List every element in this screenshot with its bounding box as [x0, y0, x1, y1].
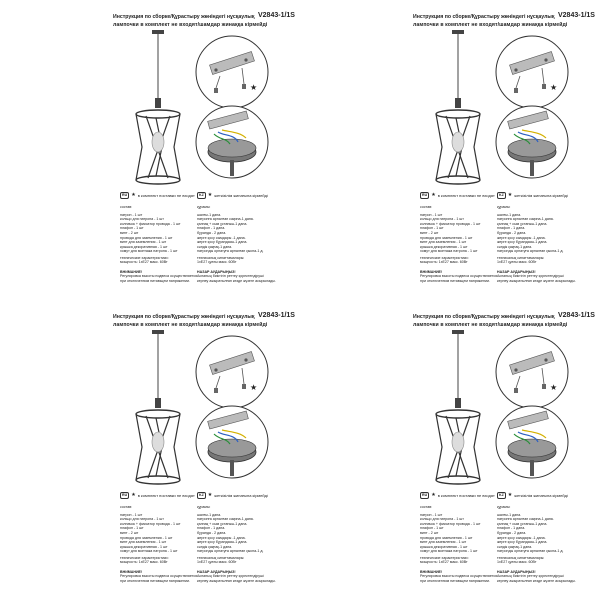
list-item: провода для заземления - 1 шт	[120, 235, 173, 240]
bulbs-note: лампочки в комплект не входят/шамдар жинаққа кірмейді	[413, 22, 568, 28]
list-item: жерге қосу бұрандасы-1 дана.	[197, 540, 248, 545]
list-item: технические характеристики:	[120, 556, 169, 560]
kz-header	[497, 192, 568, 199]
wiring-detail-icon	[494, 104, 570, 180]
list-item: кернеу ажыратылған кезде жүзеге асырылады.	[497, 578, 576, 583]
list-item: 1xE27 қуаты макс. 60Вт	[197, 560, 237, 565]
list-item: винт для заземления - 1 шт	[120, 240, 167, 245]
list-item: колпачок + фиксатор провода - 1 шт	[120, 521, 181, 526]
list-item: провода для заземления - 1 шт	[120, 535, 173, 540]
ceiling-plate-detail-icon	[494, 34, 570, 110]
list-item: патронды орнатуға арналған қыспа-1 д.	[497, 549, 564, 554]
ru-tech-specs	[420, 556, 500, 565]
ru-contents	[120, 505, 200, 554]
kz-contents	[197, 205, 277, 254]
svg-text:★: ★	[250, 383, 258, 392]
ru-contents-heading: состав:	[120, 505, 133, 509]
instruction-page-3	[0, 300, 300, 600]
list-item: технические характеристики:	[420, 256, 469, 260]
list-item: жерге қосу бұрандасы-1 дана.	[197, 240, 248, 245]
ru-warning-title: ВНИМАНИЕ!	[420, 270, 443, 274]
kz-tech-specs	[197, 556, 277, 565]
kz-warning-title: НАЗАР АУДАРЫҢЫЗ!	[497, 570, 536, 574]
list-item: Регулировка высоты подвеса осуществляется	[120, 274, 198, 279]
list-item: жерге қосу бұрандасы-1 дана.	[497, 240, 548, 245]
kz-tech-specs	[497, 256, 577, 265]
star-icon: ★	[507, 192, 513, 199]
list-item: патронды орнатуға арналған қыспа-1 д.	[197, 249, 264, 254]
list-item: патрон - 1 шт	[420, 212, 443, 217]
kz-contents-heading: құрамы:	[497, 505, 511, 509]
pendant-lamp-icon	[128, 330, 188, 490]
ru-contents	[420, 205, 500, 254]
ceiling-plate-detail-icon	[194, 334, 270, 410]
ceiling-plate-detail-icon	[494, 334, 570, 410]
instruction-title: Инструкция по сборке/Құрастыру жөніндегі нұсқаулық	[113, 314, 255, 320]
kz-warning	[497, 270, 577, 283]
list-item: мощность: 1xE27 макс. 60Вт	[120, 560, 168, 565]
ru-badge: RU	[122, 493, 128, 497]
star-icon: ★	[431, 192, 436, 199]
list-item: патрон - 1 шт	[120, 512, 143, 517]
list-item: при отключенном питающем напряжении.	[420, 278, 491, 283]
list-item: хомут для монтажа патрона - 1 шт	[120, 249, 178, 254]
list-item: патронды орнатуға арналған қыспа-1 д.	[497, 249, 564, 254]
list-item: сәндік қақпақ-1 дана.	[197, 244, 233, 249]
bulbs-note: лампочки в комплект не входят/шамдар жинаққа кірмейді	[113, 22, 268, 28]
list-item: кернеу ажыратылған кезде жүзеге асырылады.	[497, 278, 576, 283]
kz-contents-heading: құрамы:	[497, 205, 511, 209]
list-item: 1xE27 қуаты макс. 60Вт	[197, 260, 237, 265]
kz-note: жеткізілім жинағына кірмейді	[514, 492, 568, 498]
list-item: шалғы-1 дана.	[497, 512, 522, 517]
instruction-page-4	[300, 300, 600, 600]
ceiling-plate-detail-icon	[194, 34, 270, 110]
list-item: при отключенном питающем напряжении.	[420, 578, 491, 583]
list-item: хомут для монтажа патрона - 1 шт	[420, 549, 478, 554]
list-item: мощность: 1xE27 макс. 60Вт	[120, 260, 168, 265]
list-item: бұранда - 2 дана.	[497, 230, 527, 235]
list-item: технические характеристики:	[420, 556, 469, 560]
ru-header	[120, 492, 195, 499]
kz-warning-title: НАЗАР АУДАРЫҢЫЗ!	[197, 570, 236, 574]
kz-note: жеткізілім жинағына кірмейді	[514, 192, 568, 198]
list-item: кольцо для патрона - 1 шт	[120, 517, 164, 522]
list-item: хомут для монтажа патрона - 1 шт	[420, 249, 478, 254]
svg-text:★: ★	[550, 83, 558, 92]
kz-warning	[197, 270, 277, 283]
list-item: сәндік қақпақ-1 дана.	[497, 244, 533, 249]
list-item: винт - 2 шт	[120, 530, 139, 535]
model-number: V2843-1/1S	[258, 12, 295, 19]
list-item: техникалық сипаттамалары:	[497, 556, 545, 560]
wiring-detail-icon	[194, 404, 270, 480]
star-icon: ★	[131, 492, 136, 499]
kz-header	[497, 492, 568, 499]
list-item: техникалық сипаттамалары:	[197, 256, 245, 260]
kz-contents	[497, 205, 577, 254]
list-item: бұранда - 2 дана.	[197, 230, 227, 235]
ru-contents-heading: состав:	[420, 505, 433, 509]
list-item: винт для заземления - 1 шт	[120, 540, 167, 545]
list-item: мощность: 1xE27 макс. 60Вт	[420, 260, 468, 265]
list-item: жерге қосу сымдары -1 дана.	[197, 535, 246, 540]
list-item: винт - 2 шт	[420, 530, 439, 535]
kz-warning	[197, 570, 277, 583]
list-item: кольцо для патрона - 1 шт	[120, 217, 164, 222]
list-item: при отключенном питающем напряжении.	[120, 578, 191, 583]
kz-badge: KZ	[499, 193, 504, 197]
list-item: крышка декоративная - 1 шт	[120, 544, 168, 549]
model-number: V2843-1/1S	[558, 12, 595, 19]
list-item: колпачок + фиксатор провода - 1 шт	[420, 521, 481, 526]
list-item: крышка декоративная - 1 шт	[420, 244, 468, 249]
ru-warning	[420, 570, 500, 583]
list-item: 1xE27 қуаты макс. 60Вт	[497, 560, 537, 565]
list-item: техникалық сипаттамалары:	[497, 256, 545, 260]
star-icon: ★	[431, 492, 436, 499]
ru-warning	[420, 270, 500, 283]
ru-contents-heading: состав:	[420, 205, 433, 209]
list-item: провода для заземления - 1 шт	[420, 235, 473, 240]
kz-badge: KZ	[199, 193, 204, 197]
instruction-page-2	[300, 0, 600, 300]
pendant-lamp-icon	[128, 30, 188, 190]
list-item: қалпақ + сым ұстағыш-1 дана.	[197, 221, 248, 226]
instruction-page-1	[0, 0, 300, 300]
ru-warning-title: ВНИМАНИЕ!	[120, 570, 143, 574]
list-item: қалпақ + сым ұстағыш-1 дана.	[197, 521, 248, 526]
kz-badge: KZ	[199, 493, 204, 497]
ru-note: в комплект поставки не входят	[437, 192, 495, 198]
list-item: крышка декоративная - 1 шт	[420, 544, 468, 549]
ru-note: в комплект поставки не входят	[137, 492, 195, 498]
kz-note: жеткізілім жинағына кірмейді	[214, 492, 268, 498]
list-item: плафон - 1 шт	[420, 526, 444, 531]
list-item: бұранда - 2 дана.	[197, 530, 227, 535]
kz-contents	[497, 505, 577, 554]
ru-header	[420, 192, 495, 199]
ru-badge: RU	[122, 193, 128, 197]
list-item: Регулировка высоты подвеса осуществляется	[420, 274, 498, 279]
list-item: патрон - 1 шт	[420, 512, 443, 517]
list-item: бұранда - 2 дана.	[497, 530, 527, 535]
list-item: плафон - 1 дана.	[497, 526, 526, 531]
ru-tech-specs	[420, 256, 500, 265]
list-item: Аспаның биіктігін реттеу қоректендіруші	[497, 574, 564, 579]
ru-warning	[120, 270, 200, 283]
ru-warning-title: ВНИМАНИЕ!	[120, 270, 143, 274]
list-item: сәндік қақпақ-1 дана.	[197, 544, 233, 549]
list-item: винт - 2 шт	[120, 230, 139, 235]
list-item: Регулировка высоты подвеса осуществляется	[420, 574, 498, 579]
list-item: технические характеристики:	[120, 256, 169, 260]
list-item: жерге қосу бұрандасы-1 дана.	[497, 540, 548, 545]
kz-contents	[197, 505, 277, 554]
star-icon: ★	[507, 492, 513, 499]
list-item: колпачок + фиксатор провода - 1 шт	[420, 221, 481, 226]
ru-warning-title: ВНИМАНИЕ!	[420, 570, 443, 574]
list-item: патронды орнатуға арналған қыспа-1 д.	[197, 549, 264, 554]
wiring-detail-icon	[494, 404, 570, 480]
list-item: қалпақ + сым ұстағыш-1 дана.	[497, 521, 548, 526]
list-item: плафон - 1 шт	[420, 226, 444, 231]
list-item: патронға арналған сақина-1 дана.	[497, 217, 554, 222]
list-item: плафон - 1 дана.	[197, 226, 226, 231]
bulbs-note: лампочки в комплект не входят/шамдар жинаққа кірмейді	[113, 322, 268, 328]
bulbs-note: лампочки в комплект не входят/шамдар жинаққа кірмейді	[413, 322, 568, 328]
list-item: 1xE27 қуаты макс. 60Вт	[497, 260, 537, 265]
list-item: плафон - 1 дана.	[197, 526, 226, 531]
instruction-title: Инструкция по сборке/Құрастыру жөніндегі нұсқаулық	[413, 314, 555, 320]
ru-contents	[120, 205, 200, 254]
list-item: плафон - 1 шт	[120, 526, 144, 531]
star-icon: ★	[207, 192, 213, 199]
list-item: сәндік қақпақ-1 дана.	[497, 544, 533, 549]
ru-header	[120, 192, 195, 199]
list-item: крышка декоративная - 1 шт	[120, 244, 168, 249]
ru-contents	[420, 505, 500, 554]
list-item: винт для заземления - 1 шт	[420, 540, 467, 545]
svg-text:★: ★	[550, 383, 558, 392]
list-item: плафон - 1 шт	[120, 226, 144, 231]
ru-note: в комплект поставки не входят	[437, 492, 495, 498]
ru-tech-specs	[120, 556, 200, 565]
kz-header	[197, 492, 268, 499]
list-item: колпачок + фиксатор провода - 1 шт	[120, 221, 181, 226]
list-item: шалғы-1 дана.	[497, 212, 522, 217]
kz-warning	[497, 570, 577, 583]
ru-header	[420, 492, 495, 499]
list-item: Аспаның биіктігін реттеу қоректендіруші	[497, 274, 564, 279]
ru-warning	[120, 570, 200, 583]
list-item: хомут для монтажа патрона - 1 шт	[120, 549, 178, 554]
list-item: Регулировка высоты подвеса осуществляется	[120, 574, 198, 579]
kz-badge: KZ	[499, 493, 504, 497]
list-item: қалпақ + сым ұстағыш-1 дана.	[497, 221, 548, 226]
model-number: V2843-1/1S	[258, 312, 295, 319]
list-item: Аспаның биіктігін реттеу қоректендіруші	[197, 274, 264, 279]
list-item: кернеу ажыратылған кезде жүзеге асырылады.	[197, 578, 276, 583]
ru-badge: RU	[422, 193, 428, 197]
ru-contents-heading: состав:	[120, 205, 133, 209]
svg-text:★: ★	[250, 83, 258, 92]
list-item: кернеу ажыратылған кезде жүзеге асырылады.	[197, 278, 276, 283]
star-icon: ★	[207, 492, 213, 499]
list-item: жерге қосу сымдары -1 дана.	[497, 535, 546, 540]
instruction-title: Инструкция по сборке/Құрастыру жөніндегі нұсқаулық	[113, 14, 255, 20]
wiring-detail-icon	[194, 104, 270, 180]
list-item: при отключенном питающем напряжении.	[120, 278, 191, 283]
list-item: провода для заземления - 1 шт	[420, 535, 473, 540]
list-item: плафон - 1 дана.	[497, 226, 526, 231]
instruction-title: Инструкция по сборке/Құрастыру жөніндегі нұсқаулық	[413, 14, 555, 20]
list-item: жерге қосу сымдары -1 дана.	[197, 235, 246, 240]
ru-note: в комплект поставки не входят	[137, 192, 195, 198]
kz-tech-specs	[497, 556, 577, 565]
list-item: жерге қосу сымдары -1 дана.	[497, 235, 546, 240]
kz-contents-heading: құрамы:	[197, 505, 211, 509]
list-item: винт для заземления - 1 шт	[420, 240, 467, 245]
list-item: патронға арналған сақина-1 дана.	[197, 517, 254, 522]
list-item: кольцо для патрона - 1 шт	[420, 217, 464, 222]
list-item: Аспаның биіктігін реттеу қоректендіруші	[197, 574, 264, 579]
list-item: шалғы-1 дана.	[197, 512, 222, 517]
list-item: винт - 2 шт	[420, 230, 439, 235]
kz-contents-heading: құрамы:	[197, 205, 211, 209]
kz-warning-title: НАЗАР АУДАРЫҢЫЗ!	[497, 270, 536, 274]
list-item: патронға арналған сақина-1 дана.	[497, 517, 554, 522]
list-item: патрон - 1 шт	[120, 212, 143, 217]
pendant-lamp-icon	[428, 30, 488, 190]
list-item: кольцо для патрона - 1 шт	[420, 517, 464, 522]
ru-badge: RU	[422, 493, 428, 497]
kz-tech-specs	[197, 256, 277, 265]
pendant-lamp-icon	[428, 330, 488, 490]
list-item: техникалық сипаттамалары:	[197, 556, 245, 560]
list-item: патронға арналған сақина-1 дана.	[197, 217, 254, 222]
star-icon: ★	[131, 192, 136, 199]
kz-header	[197, 192, 268, 199]
model-number: V2843-1/1S	[558, 312, 595, 319]
ru-tech-specs	[120, 256, 200, 265]
list-item: мощность: 1xE27 макс. 60Вт	[420, 560, 468, 565]
kz-warning-title: НАЗАР АУДАРЫҢЫЗ!	[197, 270, 236, 274]
list-item: шалғы-1 дана.	[197, 212, 222, 217]
kz-note: жеткізілім жинағына кірмейді	[214, 192, 268, 198]
